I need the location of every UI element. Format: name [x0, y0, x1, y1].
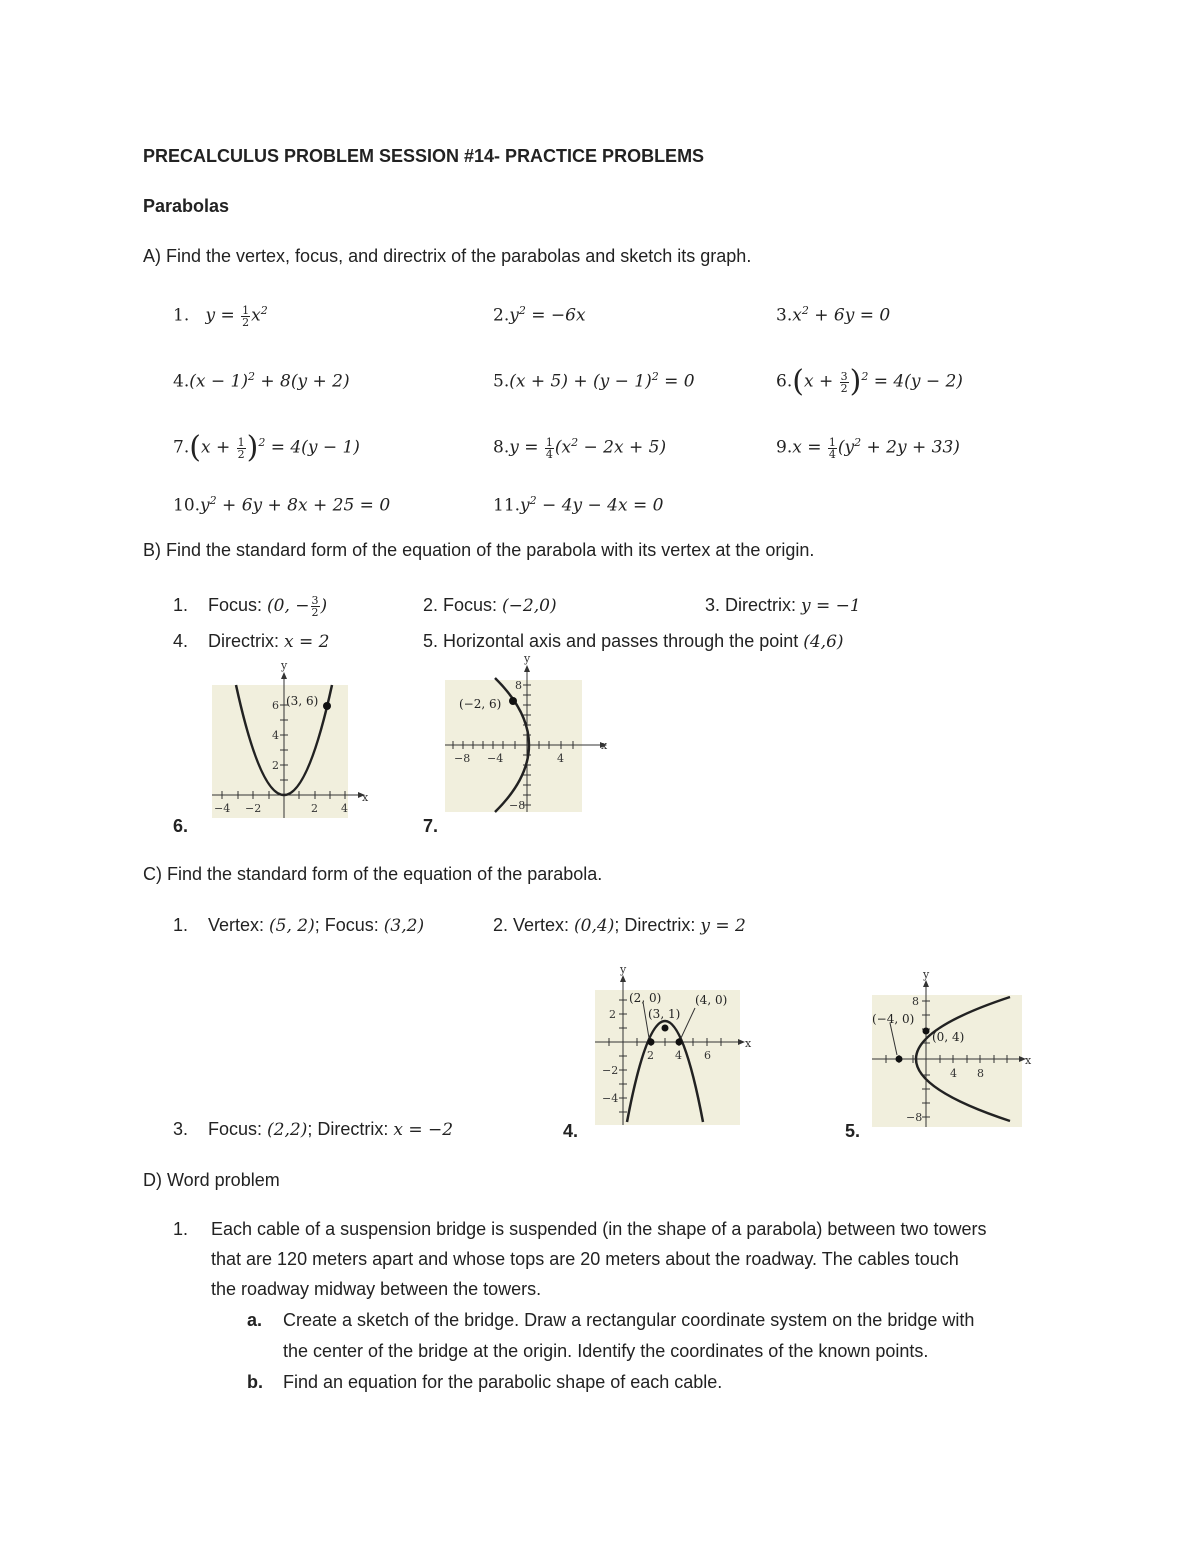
section-subtitle: Parabolas — [143, 196, 230, 216]
x-axis-label: x — [1025, 1054, 1032, 1067]
problem-b6-label: 6. — [173, 816, 189, 836]
word-problem-line: that are 120 meters apart and whose tops are 20 meters about the roadway. The cables touch — [211, 1249, 959, 1269]
x-axis-label: x — [601, 739, 608, 752]
marked-point — [676, 1039, 683, 1046]
x-tick: 6 — [704, 1049, 711, 1062]
section-a-heading: A) Find the vertex, focus, and directrix of the parabolas and sketch its graph. — [143, 246, 752, 266]
y-axis-label: y — [281, 659, 288, 672]
marked-point — [896, 1056, 903, 1063]
problem-c3: 3. Focus: (2,2); Directrix: x = −2 — [173, 1119, 454, 1140]
y-axis-label: y — [524, 652, 531, 665]
problem-c1: 1. Vertex: (5, 2); Focus: (3,2) — [173, 915, 425, 936]
point-label: (−4, 0) — [872, 1012, 915, 1026]
point-label: (3, 1) — [648, 1007, 681, 1021]
part-a-label: a. — [247, 1310, 263, 1330]
y-tick: 8 — [515, 679, 522, 692]
problem-a2: $2.y^2 = -6x$ — [493, 304, 586, 326]
y-tick: −8 — [509, 799, 526, 812]
problem-b5: 5. Horizontal axis and passes through the point (4,6) — [423, 631, 844, 652]
marked-point — [323, 702, 331, 710]
x-axis-label: x — [362, 791, 369, 804]
x-tick: −4 — [214, 802, 231, 815]
y-tick: −4 — [602, 1092, 619, 1105]
x-tick: 4 — [341, 802, 348, 815]
part-b-label: b. — [247, 1372, 263, 1392]
graph-b7 — [435, 650, 620, 820]
problem-c5-label: 5. — [845, 1121, 861, 1141]
part-a-line: Create a sketch of the bridge. Draw a rectangular coordinate system on the bridge with — [283, 1310, 975, 1330]
y-axis-label: y — [620, 963, 627, 976]
x-tick: −2 — [245, 802, 262, 815]
x-tick: 2 — [647, 1049, 654, 1062]
y-tick: 4 — [272, 729, 279, 742]
y-tick: −8 — [906, 1111, 923, 1124]
problem-a1: 1. y = $\frac{1}{2}$ $x^2$ — [173, 303, 268, 329]
marked-point — [648, 1039, 655, 1046]
x-tick: 4 — [950, 1067, 957, 1080]
problem-a5: $5.(x + 5) + (y - 1)^2 = 0$ — [493, 370, 695, 392]
section-b-heading: B) Find the standard form of the equation of the parabola with its vertex at the origin. — [143, 540, 815, 560]
section-d-heading: D) Word problem — [143, 1170, 280, 1190]
graph-c5 — [862, 965, 1042, 1130]
point-label: (4, 0) — [695, 993, 728, 1007]
problem-b7-label: 7. — [423, 816, 439, 836]
point-label: (0, 4) — [932, 1030, 965, 1044]
x-tick: 4 — [675, 1049, 682, 1062]
part-b-line: Find an equation for the parabolic shape of each cable. — [283, 1372, 723, 1392]
x-tick: 4 — [557, 752, 564, 765]
page-title: PRECALCULUS PROBLEM SESSION #14- PRACTICE PROBLEMS — [143, 146, 705, 166]
point-label: (2, 0) — [629, 991, 662, 1005]
problem-b4: 4. Directrix: x = 2 — [173, 631, 330, 652]
y-axis-label: y — [923, 968, 930, 981]
section-c-heading: C) Find the standard form of the equation of the parabola. — [143, 864, 603, 884]
problem-c2: 2. Vertex: (0,4); Directrix: y = 2 — [493, 915, 746, 936]
problem-c4-label: 4. — [563, 1121, 579, 1141]
x-tick: 8 — [977, 1067, 984, 1080]
problem-b3: 3. Directrix: y = −1 — [705, 595, 861, 616]
y-tick: 6 — [272, 699, 279, 712]
y-tick: 2 — [272, 759, 279, 772]
x-axis-label: x — [745, 1037, 752, 1050]
x-tick: −8 — [454, 752, 471, 765]
point-label: (−2, 6) — [459, 697, 502, 711]
graph-c4 — [585, 960, 760, 1130]
part-a-line: the center of the bridge at the origin. Identify the coordinates of the known points. — [283, 1341, 929, 1361]
x-tick: 2 — [311, 802, 318, 815]
problem-a8: 8.y = $\frac{1}{4}$ $(x^2 - 2x + 5)$ — [493, 435, 667, 461]
problem-a7: 7.(x + $\frac{1}{2}$ )$^2$ = 4(y − 1) — [173, 430, 360, 466]
marked-point — [923, 1028, 930, 1035]
problem-b1: 1. Focus: (0, − $\frac{3}{2}$ ) — [173, 594, 328, 619]
problem-a11: $11.y^2 - 4y - 4x = 0$ — [493, 494, 664, 516]
marked-point — [509, 697, 517, 705]
y-tick: −2 — [602, 1064, 619, 1077]
problem-a4: $4.(x - 1)^2 + 8(y + 2)$ — [173, 370, 350, 392]
problem-a10: $10.y^2 + 6y + 8x + 25 = 0$ — [173, 494, 391, 516]
word-problem-line: the roadway midway between the towers. — [211, 1279, 542, 1299]
y-tick: 2 — [609, 1008, 616, 1021]
point-label: (3, 6) — [286, 694, 319, 708]
problem-a9: 9.x = $\frac{1}{4}$ $(y^2 + 2y + 33)$ — [776, 435, 960, 461]
word-problem-number: 1. — [173, 1219, 189, 1239]
graph-b6 — [200, 655, 380, 825]
word-problem-line: Each cable of a suspension bridge is suspended (in the shape of a parabola) between two towers — [211, 1219, 987, 1239]
marked-point — [662, 1025, 669, 1032]
problem-a6: 6.(x + $\frac{3}{2}$ )$^2$ = 4(y − 2) — [776, 364, 963, 400]
y-tick: 8 — [912, 995, 919, 1008]
x-tick: −4 — [487, 752, 504, 765]
problem-b2: 2. Focus: (−2,0) — [423, 595, 557, 616]
problem-a3: $3.x^2 + 6y = 0$ — [776, 304, 891, 326]
